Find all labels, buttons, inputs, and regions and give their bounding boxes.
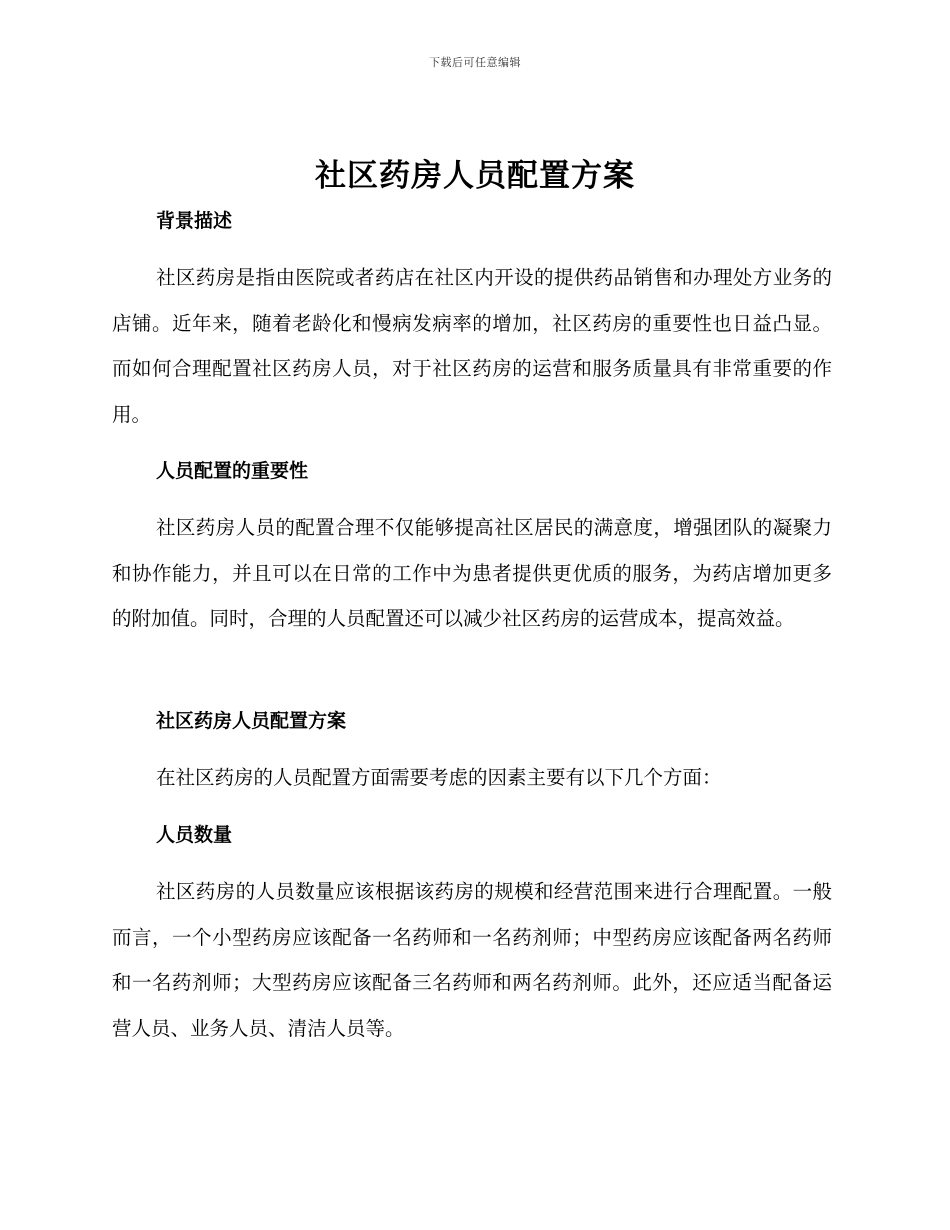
section-paragraph-importance: 社区药房人员的配置合理不仅能够提高社区居民的满意度，增强团队的凝聚力和协作能力，并且可以在日常的工作中为患者提供更优质的服务，为药店增加更多的附加值。同时，合理的人员配置还可以减少社区药房的运营成本，提高效益。 bbox=[112, 516, 832, 630]
section-heading-staff-count: 人员数量 bbox=[156, 824, 233, 846]
page-header-note: 下载后可任意编辑 bbox=[429, 56, 521, 69]
section-paragraph-staff-count: 社区药房的人员数量应该根据该药房的规模和经营范围来进行合理配置。一般而言，一个小型药房应该配备一名药师和一名药剂师；中型药房应该配备两名药师和一名药剂师；大型药房应该配备三名药师和两名药剂师。此外，还应适当配备运营人员、业务人员、清洁人员等。 bbox=[112, 880, 832, 1040]
section-heading-background: 背景描述 bbox=[156, 210, 233, 232]
section-paragraph-background: 社区药房是指由医院或者药店在社区内开设的提供药品销售和办理处方业务的店铺。近年来，随着老龄化和慢病发病率的增加，社区药房的重要性也日益凸显。而如何合理配置社区药房人员，对于社区药房的运营和服务质量具有非常重要的作用。 bbox=[112, 266, 832, 426]
document-title: 社区药房人员配置方案 bbox=[315, 158, 635, 194]
section-heading-plan: 社区药房人员配置方案 bbox=[156, 710, 347, 732]
section-heading-importance: 人员配置的重要性 bbox=[156, 460, 309, 482]
section-paragraph-plan: 在社区药房的人员配置方面需要考虑的因素主要有以下几个方面： bbox=[156, 766, 722, 789]
